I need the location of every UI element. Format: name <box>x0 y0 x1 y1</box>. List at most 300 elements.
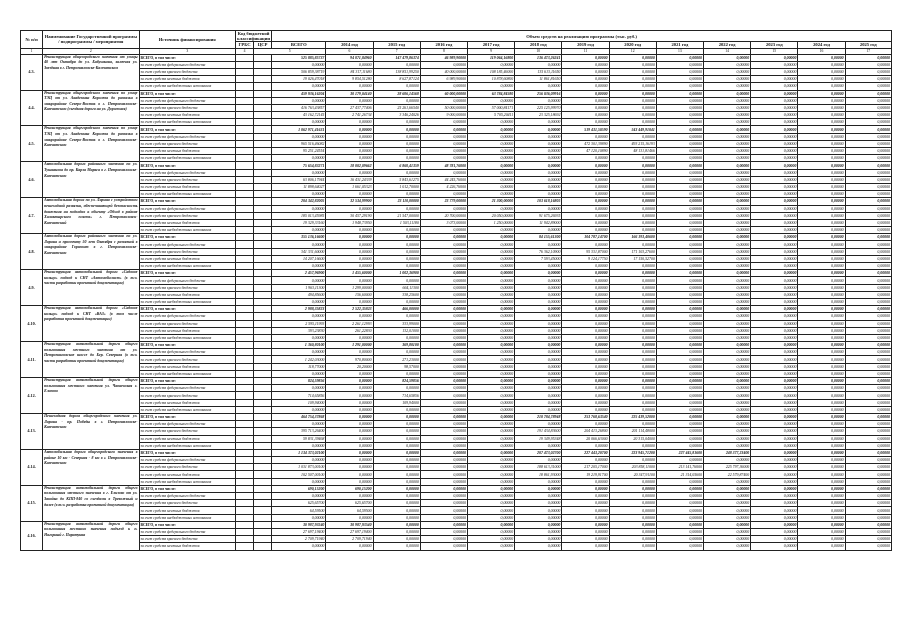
year-amount-cell: 0,00000 <box>798 119 845 126</box>
year-amount-cell: 0,00000 <box>562 298 609 305</box>
year-amount-cell: 0,00000 <box>467 176 514 183</box>
header-year: 2019 год <box>562 42 609 48</box>
year-amount-cell: 0,00000 <box>373 313 420 320</box>
year-amount-cell: 0,00000 <box>562 349 609 356</box>
year-amount-cell: 0,00000 <box>704 277 751 284</box>
year-amount-cell: 0,00000 <box>751 435 798 442</box>
total-amount-cell: 19 329,33160 <box>272 219 326 226</box>
funding-source-label: за счет средств федерального бюджета <box>139 385 235 392</box>
funding-source-label: за счет средств краевого бюджета <box>139 284 235 291</box>
total-amount-cell: 0,00000 <box>272 263 326 270</box>
year-amount-cell: 0,00000 <box>845 543 891 550</box>
year-amount-cell: 0,00000 <box>420 277 467 284</box>
item-number: 4.9. <box>21 270 43 306</box>
year-amount-cell: 16 431,24339 <box>326 176 373 183</box>
year-amount-cell: 0,00000 <box>467 413 514 420</box>
year-amount-cell: 0,00000 <box>704 90 751 97</box>
year-amount-cell: 0,00000 <box>656 500 703 507</box>
year-amount-cell: 63 784,84580 <box>467 90 514 97</box>
year-amount-cell: 0,00000 <box>656 112 703 119</box>
year-amount-cell: 0,00000 <box>326 471 373 478</box>
item-number: 4.3. <box>21 54 43 90</box>
year-amount-cell: 0,00000 <box>845 183 891 190</box>
year-amount-cell: 0,00000 <box>515 119 562 126</box>
year-amount-cell: 0,00000 <box>798 421 845 428</box>
year-amount-cell: 0,00000 <box>420 148 467 155</box>
year-amount-cell: 0,00000 <box>373 521 420 528</box>
table-row <box>21 68 892 75</box>
year-amount-cell: 0,00000 <box>515 277 562 284</box>
year-amount-cell: 84 317,11680 <box>326 68 373 75</box>
year-amount-cell: 0,00000 <box>420 342 467 349</box>
year-amount-cell: 0,00000 <box>751 500 798 507</box>
csr-cell <box>254 363 272 370</box>
header-year: 2016 год <box>420 42 467 48</box>
year-amount-cell: 0,00000 <box>751 54 798 61</box>
year-amount-cell: 0,00000 <box>373 227 420 234</box>
year-amount-cell: 0,00000 <box>798 521 845 528</box>
year-amount-cell: 0,00000 <box>373 528 420 535</box>
year-amount-cell: 0,00000 <box>845 205 891 212</box>
year-amount-cell: 0,00000 <box>609 507 656 514</box>
year-amount-cell: 0,00000 <box>609 104 656 111</box>
year-amount-cell: 1 661,05323 <box>326 183 373 190</box>
year-amount-cell: 30 987,93540 <box>326 521 373 528</box>
grbs-cell <box>235 392 253 399</box>
year-amount-cell: 0,00000 <box>704 183 751 190</box>
year-amount-cell: 60 000,00000 <box>420 90 467 97</box>
year-amount-cell: 0,00000 <box>420 291 467 298</box>
year-amount-cell: 210 784,78948 <box>515 413 562 420</box>
year-amount-cell: 0,00000 <box>326 248 373 255</box>
year-amount-cell: 2 741,26734 <box>326 112 373 119</box>
table-row <box>21 356 892 363</box>
funding-source-label: за счет средств федерального бюджета <box>139 421 235 428</box>
year-amount-cell: 0,00000 <box>798 406 845 413</box>
header-csr: ЦСР <box>254 42 272 48</box>
year-amount-cell: 1 291,00000 <box>326 342 373 349</box>
year-amount-cell: 0,00000 <box>609 493 656 500</box>
funding-source-label: за счет средств местных бюджетов <box>139 291 235 298</box>
year-amount-cell: 0,00000 <box>562 270 609 277</box>
year-amount-cell: 0,00000 <box>798 169 845 176</box>
year-amount-cell: 84 155,61300 <box>515 234 562 241</box>
year-amount-cell: 0,00000 <box>704 342 751 349</box>
total-amount-cell: 0,00000 <box>272 421 326 428</box>
table-row <box>21 478 892 485</box>
grbs-cell <box>235 327 253 334</box>
csr-cell <box>254 442 272 449</box>
year-amount-cell: 0,00000 <box>704 385 751 392</box>
grbs-cell <box>235 54 253 61</box>
year-amount-cell: 135 613,11650 <box>515 68 562 75</box>
grbs-cell <box>235 363 253 370</box>
funding-source-label: за счет средств местных бюджетов <box>139 112 235 119</box>
csr-cell <box>254 478 272 485</box>
year-amount-cell: 0,00000 <box>798 464 845 471</box>
grbs-cell <box>235 435 253 442</box>
year-amount-cell: 248 377,23400 <box>704 449 751 456</box>
year-amount-cell: 0,00000 <box>751 169 798 176</box>
year-amount-cell: 0,00000 <box>656 298 703 305</box>
total-amount-cell: 0,00000 <box>272 205 326 212</box>
year-amount-cell: 0,00000 <box>656 320 703 327</box>
total-amount-cell: 690,15200 <box>272 485 326 492</box>
table-row <box>21 104 892 111</box>
year-amount-cell: 0,00000 <box>751 270 798 277</box>
year-amount-cell: 0,00000 <box>326 349 373 356</box>
year-amount-cell: 76 362,10900 <box>515 248 562 255</box>
year-amount-cell: 95 331,87000 <box>562 248 609 255</box>
grbs-cell <box>235 104 253 111</box>
year-amount-cell: 0,00000 <box>751 148 798 155</box>
funding-source-label: за счет средств краевого бюджета <box>139 536 235 543</box>
column-index-cell: 3 <box>139 48 235 54</box>
year-amount-cell: 0,00000 <box>704 76 751 83</box>
year-amount-cell: 0,00000 <box>515 227 562 234</box>
table-row <box>21 291 892 298</box>
year-amount-cell: 2 261,12993 <box>326 320 373 327</box>
grbs-cell <box>235 543 253 550</box>
total-amount-cell: 0,00000 <box>272 241 326 248</box>
total-amount-cell: 43 162,72145 <box>272 112 326 119</box>
funding-source-label: за счет средств местных бюджетов <box>139 543 235 550</box>
grbs-cell <box>235 205 253 212</box>
year-amount-cell: 0,00000 <box>704 536 751 543</box>
year-amount-cell: 0,00000 <box>326 428 373 435</box>
year-amount-cell: 0,00000 <box>562 227 609 234</box>
year-amount-cell: 0,00000 <box>373 241 420 248</box>
year-amount-cell: 0,00000 <box>562 198 609 205</box>
year-amount-cell: 0,00000 <box>467 399 514 406</box>
grbs-cell <box>235 478 253 485</box>
year-amount-cell: 0,00000 <box>467 334 514 341</box>
item-number: 4.13. <box>21 413 43 449</box>
csr-cell <box>254 176 272 183</box>
year-amount-cell: 0,00000 <box>798 76 845 83</box>
year-amount-cell: 0,00000 <box>420 349 467 356</box>
year-amount-cell: 0,00000 <box>609 205 656 212</box>
year-amount-cell: 0,00000 <box>751 399 798 406</box>
funding-source-label: за счет средств местных бюджетов <box>139 76 235 83</box>
column-index-cell: 8 <box>420 48 467 54</box>
grbs-cell <box>235 493 253 500</box>
total-amount-cell: 0,00000 <box>272 478 326 485</box>
year-amount-cell: 0,00000 <box>467 255 514 262</box>
year-amount-cell: 0,00000 <box>373 97 420 104</box>
year-amount-cell: 0,00000 <box>704 334 751 341</box>
csr-cell <box>254 234 272 241</box>
year-amount-cell: 0,00000 <box>845 133 891 140</box>
year-amount-cell: 0,00000 <box>751 140 798 147</box>
funding-source-label: за счет средств местных бюджетов <box>139 148 235 155</box>
year-amount-cell: 0,00000 <box>704 356 751 363</box>
year-amount-cell: 0,00000 <box>562 536 609 543</box>
year-amount-cell: 0,00000 <box>751 471 798 478</box>
year-amount-cell: 0,00000 <box>562 83 609 90</box>
year-amount-cell: 0,00000 <box>562 370 609 377</box>
table-row <box>21 421 892 428</box>
year-amount-cell: 0,00000 <box>326 464 373 471</box>
grbs-cell <box>235 68 253 75</box>
csr-cell <box>254 219 272 226</box>
year-amount-cell: 0,00000 <box>704 68 751 75</box>
year-amount-cell: 0,00000 <box>609 68 656 75</box>
total-amount-cell: 393,23830 <box>272 327 326 334</box>
year-amount-cell: 0,00000 <box>704 234 751 241</box>
year-amount-cell: 0,00000 <box>845 219 891 226</box>
year-amount-cell: 0,00000 <box>845 148 891 155</box>
funding-source-label: за счет средств внебюджетных источников <box>139 83 235 90</box>
year-amount-cell: 0,00000 <box>373 119 420 126</box>
year-amount-cell: 0,00000 <box>704 83 751 90</box>
year-amount-cell: 0,00000 <box>326 133 373 140</box>
year-amount-cell: 0,00000 <box>420 413 467 420</box>
year-amount-cell: 0,00000 <box>656 104 703 111</box>
year-amount-cell: 0,00000 <box>798 313 845 320</box>
year-amount-cell: 0,00000 <box>798 176 845 183</box>
year-amount-cell: 0,00000 <box>751 112 798 119</box>
year-amount-cell: 0,00000 <box>373 370 420 377</box>
year-amount-cell: 0,00000 <box>798 54 845 61</box>
year-amount-cell: 0,00000 <box>751 363 798 370</box>
table-row <box>21 471 892 478</box>
year-amount-cell: 0,00000 <box>704 478 751 485</box>
year-amount-cell: 0,00000 <box>845 313 891 320</box>
year-amount-cell: 0,00000 <box>420 471 467 478</box>
year-amount-cell: 0,00000 <box>562 528 609 535</box>
year-amount-cell: 0,00000 <box>373 435 420 442</box>
year-amount-cell: 0,00000 <box>656 162 703 169</box>
funding-source-label: за счет средств краевого бюджета <box>139 104 235 111</box>
year-amount-cell: 0,00000 <box>515 514 562 521</box>
grbs-cell <box>235 126 253 133</box>
year-amount-cell: 0,00000 <box>798 90 845 97</box>
year-amount-cell: 0,00000 <box>751 313 798 320</box>
year-amount-cell: 0,00000 <box>467 183 514 190</box>
year-amount-cell: 0,00000 <box>515 205 562 212</box>
year-amount-cell: 0,00000 <box>562 205 609 212</box>
year-amount-cell: 0,00000 <box>420 514 467 521</box>
year-amount-cell: 0,00000 <box>656 413 703 420</box>
grbs-cell <box>235 428 253 435</box>
year-amount-cell: 0,00000 <box>420 263 467 270</box>
year-amount-cell: 0,00000 <box>704 378 751 385</box>
measure-name: Реконструкция общегородского значения по улице ТЭЦ от ул. Академика Королева до развязки в микрорайоне Северо-Восток в г. Петропавловске-Камчатском (съездная дорога на ул. Дорожная) <box>43 90 139 126</box>
total-amount-cell: 464 754,37868 <box>272 413 326 420</box>
year-amount-cell: 0,00000 <box>609 363 656 370</box>
year-amount-cell: 0,00000 <box>515 342 562 349</box>
table-row <box>21 370 892 377</box>
year-amount-cell: 23 325,18692 <box>515 112 562 119</box>
year-amount-cell: 0,00000 <box>798 227 845 234</box>
csr-cell <box>254 68 272 75</box>
year-amount-cell: 0,00000 <box>326 392 373 399</box>
year-amount-cell: 0,00000 <box>609 442 656 449</box>
year-amount-cell: 0,00000 <box>798 485 845 492</box>
year-amount-cell: 0,00000 <box>373 442 420 449</box>
year-amount-cell: 0,00000 <box>704 313 751 320</box>
total-amount-cell: 0,00000 <box>272 227 326 234</box>
year-amount-cell: 0,00000 <box>656 334 703 341</box>
year-amount-cell: 0,00000 <box>798 183 845 190</box>
year-amount-cell: 0,00000 <box>751 83 798 90</box>
funding-source-label: за счет средств внебюджетных источников <box>139 155 235 162</box>
year-amount-cell: 0,00000 <box>751 421 798 428</box>
total-amount-cell: 95 251,24554 <box>272 148 326 155</box>
year-amount-cell: 0,00000 <box>751 406 798 413</box>
year-amount-cell: 0,00000 <box>420 493 467 500</box>
year-amount-cell: 0,00000 <box>656 514 703 521</box>
year-amount-cell: 0,00000 <box>562 521 609 528</box>
table-row <box>21 126 892 133</box>
csr-cell <box>254 485 272 492</box>
year-amount-cell: 0,00000 <box>704 442 751 449</box>
year-amount-cell: 0,00000 <box>420 270 467 277</box>
funding-source-label: за счет средств краевого бюджета <box>139 68 235 75</box>
year-amount-cell: 0,00000 <box>656 356 703 363</box>
year-amount-cell: 0,00000 <box>562 112 609 119</box>
year-amount-cell: 0,00000 <box>373 536 420 543</box>
year-amount-cell: 0,00000 <box>467 514 514 521</box>
year-amount-cell: 0,00000 <box>704 162 751 169</box>
year-amount-cell: 0,00000 <box>326 191 373 198</box>
year-amount-cell: 0,00000 <box>751 68 798 75</box>
year-amount-cell: 0,00000 <box>704 205 751 212</box>
grbs-cell <box>235 234 253 241</box>
year-amount-cell: 0,00000 <box>751 485 798 492</box>
year-amount-cell: 0,00000 <box>751 61 798 68</box>
grbs-cell <box>235 191 253 198</box>
year-amount-cell: 0,00000 <box>751 413 798 420</box>
year-amount-cell: 94 071,84960 <box>326 54 373 61</box>
table-row <box>21 263 892 270</box>
measure-name: Реконструкция автомобильной дороги общего пользования местного значения подъезд к п. Нагорный г. Паратунка <box>43 521 139 550</box>
year-amount-cell: 0,00000 <box>373 263 420 270</box>
year-amount-cell: 271,23000 <box>373 356 420 363</box>
year-amount-cell: 472 301,39890 <box>562 140 609 147</box>
grbs-cell <box>235 291 253 298</box>
header-num: № п/п <box>21 31 43 49</box>
year-amount-cell: 0,00000 <box>562 392 609 399</box>
year-amount-cell: 0,00000 <box>704 263 751 270</box>
year-amount-cell: 493 215,16193 <box>609 140 656 147</box>
grbs-cell <box>235 83 253 90</box>
year-amount-cell: 0,00000 <box>373 140 420 147</box>
year-amount-cell: 0,00000 <box>751 126 798 133</box>
year-amount-cell: 0,00000 <box>656 435 703 442</box>
year-amount-cell: 0,00000 <box>845 370 891 377</box>
csr-cell <box>254 248 272 255</box>
year-amount-cell: 0,00000 <box>515 349 562 356</box>
year-amount-cell: 0,00000 <box>704 327 751 334</box>
year-amount-cell: 0,00000 <box>420 457 467 464</box>
year-amount-cell: 0,00000 <box>845 176 891 183</box>
year-amount-cell: 0,00000 <box>609 76 656 83</box>
funding-source-label: ВСЕГО, в том числе: <box>139 378 235 385</box>
year-amount-cell: 0,00000 <box>420 83 467 90</box>
year-amount-cell: 0,00000 <box>798 112 845 119</box>
year-amount-cell: 0,00000 <box>845 356 891 363</box>
year-amount-cell: 0,00000 <box>467 234 514 241</box>
year-amount-cell: 48 131,81466 <box>609 148 656 155</box>
grbs-cell <box>235 119 253 126</box>
year-amount-cell: 0,00000 <box>656 428 703 435</box>
year-amount-cell: 119 064,16800 <box>467 54 514 61</box>
measure-name: Автомобильная дорога общегородского значения в районе 10 км - Северная - 8 км в г. Петропавловске-Камчатском <box>43 449 139 485</box>
year-amount-cell: 5 843,61275 <box>373 176 420 183</box>
year-amount-cell: 0,00000 <box>798 291 845 298</box>
header-year: 2014 год <box>326 42 373 48</box>
csr-cell <box>254 385 272 392</box>
table-row <box>21 140 892 147</box>
year-amount-cell: 0,00000 <box>326 378 373 385</box>
year-amount-cell: 0,00000 <box>751 298 798 305</box>
year-amount-cell: 0,00000 <box>562 54 609 61</box>
year-amount-cell: 0,00000 <box>609 291 656 298</box>
year-amount-cell: 0,00000 <box>609 61 656 68</box>
total-amount-cell: 0,00000 <box>272 191 326 198</box>
year-amount-cell: 0,00000 <box>609 212 656 219</box>
year-amount-cell: 0,00000 <box>656 83 703 90</box>
table-row <box>21 485 892 492</box>
funding-source-label: за счет средств федерального бюджета <box>139 493 235 500</box>
year-amount-cell: 0,00000 <box>656 485 703 492</box>
year-amount-cell: 0,00000 <box>798 514 845 521</box>
total-amount-cell: 0,00000 <box>272 349 326 356</box>
column-index-cell: 14 <box>704 48 751 54</box>
year-amount-cell: 0,00000 <box>751 241 798 248</box>
csr-cell <box>254 255 272 262</box>
year-amount-cell: 98,57000 <box>373 363 420 370</box>
year-amount-cell: 0,00000 <box>420 140 467 147</box>
year-amount-cell: 0,00000 <box>656 493 703 500</box>
year-amount-cell: 0,00000 <box>656 370 703 377</box>
year-amount-cell: 0,00000 <box>845 536 891 543</box>
year-amount-cell: 0,00000 <box>845 320 891 327</box>
csr-cell <box>254 449 272 456</box>
total-amount-cell: 0,00000 <box>272 385 326 392</box>
year-amount-cell: 0,00000 <box>609 514 656 521</box>
grbs-cell <box>235 349 253 356</box>
funding-source-label: за счет средств внебюджетных источников <box>139 442 235 449</box>
year-amount-cell: 466,00000 <box>373 306 420 313</box>
funding-source-label: за счет средств краевого бюджета <box>139 140 235 147</box>
year-amount-cell: 207 473,02700 <box>515 449 562 456</box>
year-amount-cell: 0,00000 <box>420 313 467 320</box>
year-amount-cell: 0,00000 <box>420 421 467 428</box>
year-amount-cell: 0,00000 <box>751 198 798 205</box>
year-amount-cell: 0,00000 <box>467 306 514 313</box>
year-amount-cell: 18 861,93000 <box>515 471 562 478</box>
year-amount-cell: 20 700,00000 <box>420 212 467 219</box>
year-amount-cell: 0,00000 <box>467 493 514 500</box>
year-amount-cell: 0,00000 <box>656 68 703 75</box>
year-amount-cell: 0,00000 <box>420 126 467 133</box>
grbs-cell <box>235 248 253 255</box>
year-amount-cell: 0,00000 <box>845 413 891 420</box>
table-row <box>21 191 892 198</box>
total-amount-cell: 59 831,39468 <box>272 435 326 442</box>
year-amount-cell: 0,00000 <box>845 493 891 500</box>
year-amount-cell: 0,00000 <box>515 399 562 406</box>
grbs-cell <box>235 514 253 521</box>
year-amount-cell: 0,00000 <box>326 277 373 284</box>
year-amount-cell: 166 193,40600 <box>609 234 656 241</box>
year-amount-cell: 7 593,45000 <box>515 255 562 262</box>
year-amount-cell: 0,00000 <box>420 435 467 442</box>
year-amount-cell: 0,00000 <box>515 97 562 104</box>
